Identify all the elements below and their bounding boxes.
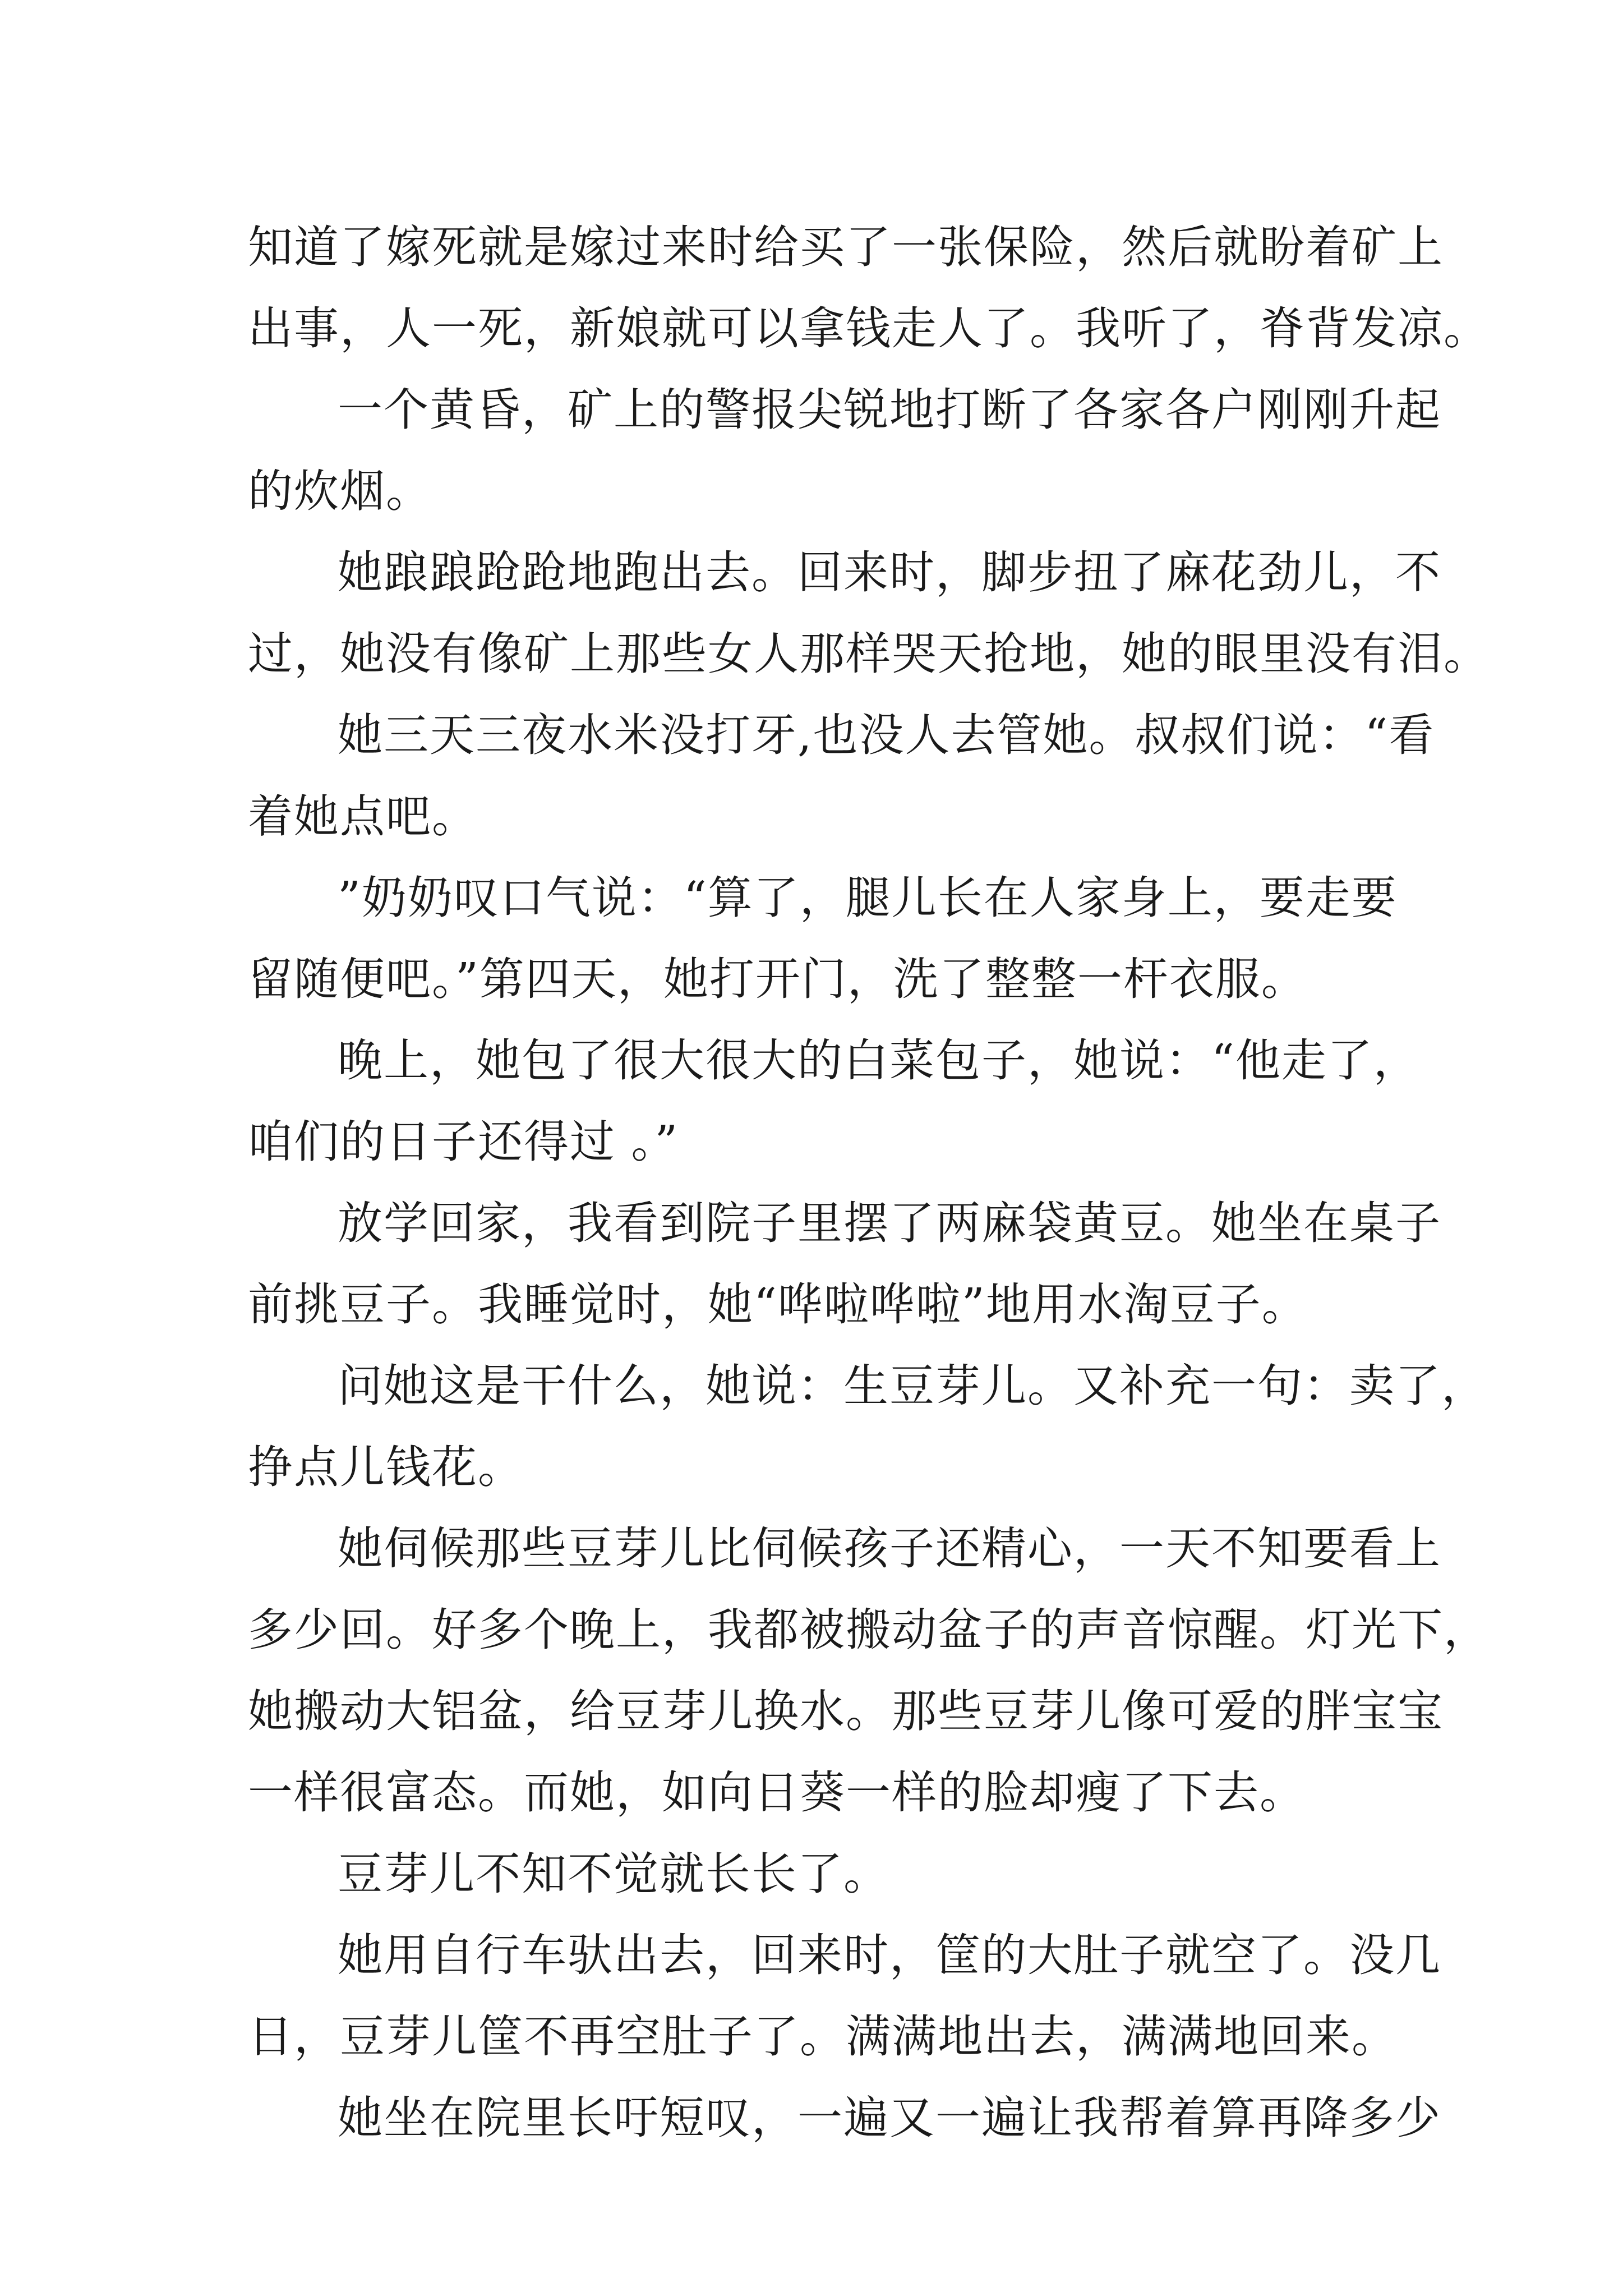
text-line: 她踉踉跄跄地跑出去。回来时，脚步扭了麻花劲儿，不 [338, 546, 1441, 599]
text-line: 日，豆芽儿筐不再空肚子了。满满地出去，满满地回来。 [248, 2010, 1398, 2063]
text-line: 前挑豆子。我睡觉时，她“哗啦哗啦”地用水淘豆子。 [248, 1278, 1308, 1331]
text-line: 一个黄昏，矿上的警报尖锐地打断了各家各户刚刚升起 [338, 384, 1441, 436]
text-line: 晚上，她包了很大很大的白菜包子，她说：“他走了， [338, 1034, 1419, 1087]
text-line: 挣点儿钱花。 [248, 1441, 524, 1493]
text-line: 多少回。好多个晚上，我都被搬动盆子的声音惊醒。灯光下， [248, 1604, 1490, 1656]
text-line: 豆芽儿不知不觉就长长了。 [338, 1848, 889, 1900]
text-line: 她伺候那些豆芽儿比伺候孩子还精心，一天不知要看上 [338, 1522, 1441, 1575]
text-column [248, 206, 1490, 2159]
text-line: ”奶奶叹口气说：“算了，腿儿长在人家身上，要走要 [338, 872, 1398, 924]
text-line: 过，她没有像矿上那些女人那样哭天抢地，她的眼里没有泪。 [248, 628, 1490, 680]
text-line: 问她这是干什么，她说：生豆芽儿。又补充一句：卖了， [338, 1360, 1487, 1412]
text-line: 她三天三夜水米没打牙,也没人去管她。叔叔们说：“看 [338, 709, 1435, 761]
text-line: 着她点吧。 [248, 790, 478, 843]
text-line: 出事，人一死，新娘就可以拿钱走人了。我听了，脊背发凉。 [248, 302, 1490, 355]
text-line: 她搬动大铝盆，给豆芽儿换水。那些豆芽儿像可爱的胖宝宝 [248, 1685, 1444, 1737]
text-line: 她用自行车驮出去，回来时，筐的大肚子就空了。没几 [338, 1929, 1441, 1981]
text-line: 一样很富态。而她，如向日葵一样的脸却瘦了下去。 [248, 1766, 1306, 1819]
text-line: 的炊烟。 [248, 465, 432, 517]
text-line: 咱们的日子还得过 。” [248, 1116, 679, 1168]
text-line: 放学回家，我看到院子里摆了两麻袋黄豆。她坐在桌子 [338, 1197, 1441, 1249]
text-line: 她坐在院里长吁短叹，一遍又一遍让我帮着算再降多少 [338, 2092, 1441, 2144]
text-line: 留随便吧。”第四天，她打开门，洗了整整一杆衣服。 [248, 953, 1307, 1005]
text-line: 知道了嫁死就是嫁过来时给买了一张保险，然后就盼着矿上 [248, 221, 1444, 273]
